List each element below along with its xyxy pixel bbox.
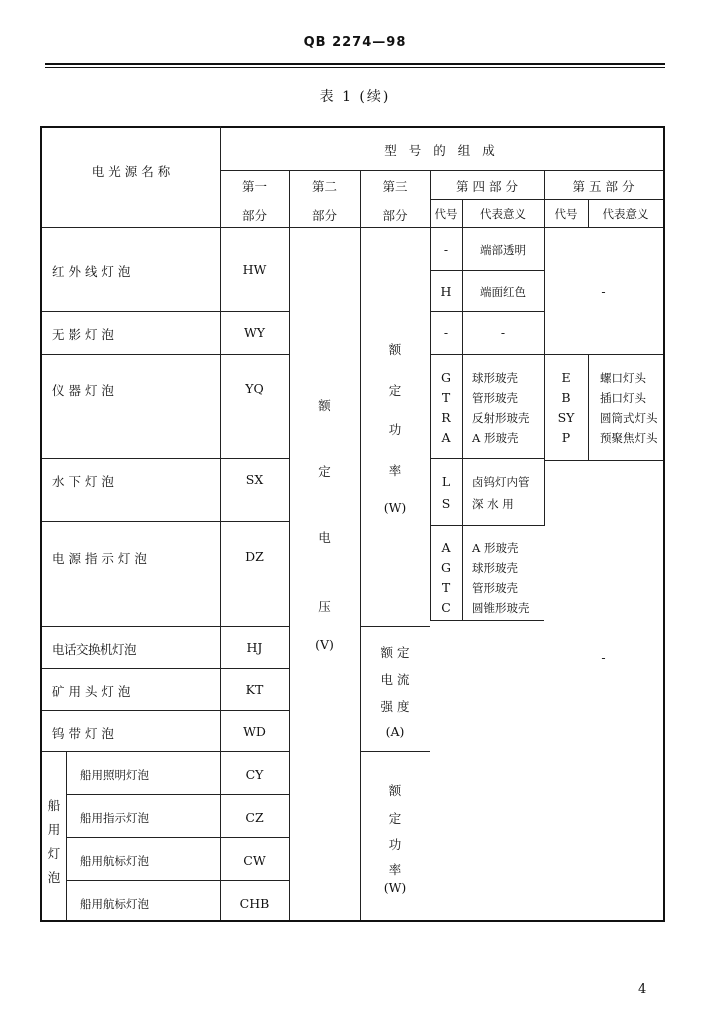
ship-row-code: CZ: [245, 810, 264, 825]
part3-unit: (W): [383, 500, 407, 515]
part3-current-line: 强 度: [380, 699, 410, 714]
p5-code: SY: [557, 410, 575, 425]
part4-line: [430, 620, 544, 621]
p4-code: S: [441, 496, 451, 511]
row-line: [66, 837, 290, 838]
row-name: 仪 器 灯 泡: [52, 383, 114, 398]
part3-char: 定: [388, 383, 402, 398]
divider-part4-code: [462, 199, 463, 620]
row-code: YQ: [245, 381, 264, 396]
part3-char: 率: [388, 862, 402, 877]
part3-char: 率: [388, 463, 402, 478]
part3-current-line: 电 流: [380, 672, 410, 687]
p4-code: L: [441, 474, 451, 489]
ship-row-name: 船用航标灯泡: [80, 854, 149, 868]
p4-meaning: 圆锥形玻壳: [472, 601, 530, 615]
part2-char: 额: [318, 398, 331, 413]
part2-header-line2: 部分: [311, 208, 337, 223]
part3-char: 功: [388, 837, 402, 852]
ship-group-char: 用: [47, 822, 61, 837]
ship-group-divider: [66, 751, 67, 920]
row-code: DZ: [245, 549, 264, 564]
part5-line: [544, 354, 663, 355]
page-number: 4: [638, 982, 647, 997]
table-right-border: [663, 126, 665, 922]
p4-meaning: -: [500, 325, 506, 340]
part1-header-line1: 第一: [241, 179, 267, 194]
p4-code: C: [441, 600, 451, 615]
row-name: 电话交换机灯泡: [52, 642, 137, 657]
p5-dash: -: [601, 284, 606, 299]
row-line: [42, 354, 290, 355]
p4-meaning: 深 水 用: [472, 497, 514, 511]
table-top-border: [40, 126, 665, 128]
row-line: [42, 521, 290, 522]
part4-line: [430, 525, 544, 526]
part2-char: 定: [318, 464, 331, 479]
p4-code: H: [440, 284, 452, 299]
ship-group-char: 灯: [47, 846, 61, 861]
ship-row-code: CHB: [239, 896, 270, 911]
standard-code: QB 2274—98: [303, 35, 407, 50]
p4-meaning: 端部透明: [480, 243, 526, 257]
col-header-name: 电 光 源 名 称: [91, 164, 171, 179]
ship-row-code: CW: [243, 853, 266, 868]
ship-row-name: 船用照明灯泡: [80, 768, 149, 782]
row-name: 钨 带 灯 泡: [52, 726, 114, 741]
p4-code: R: [441, 410, 451, 425]
part4-code-header: 代号: [434, 207, 458, 221]
part2-char: 压: [318, 599, 331, 614]
row-line: [42, 751, 290, 752]
part4-line: [430, 311, 544, 312]
divider-name-col: [220, 126, 221, 920]
p4-meaning: A 形玻壳: [472, 431, 519, 445]
part4-header: 第 四 部 分: [456, 179, 518, 194]
p4-code: G: [441, 370, 451, 385]
p4-code: A: [441, 430, 451, 445]
part4-line: [430, 354, 544, 355]
part3-current-line: 额 定: [380, 645, 410, 660]
row-line: [66, 880, 290, 881]
row-name: 红 外 线 灯 泡: [52, 264, 131, 279]
part4-line: [430, 270, 544, 271]
part3-current-unit: (A): [385, 724, 405, 739]
p4-meaning: 管形玻壳: [472, 391, 518, 405]
part3-header-line2: 部分: [382, 208, 408, 223]
ship-row-name: 船用指示灯泡: [80, 811, 149, 825]
row-name: 矿 用 头 灯 泡: [52, 684, 131, 699]
p4-meaning: 球形玻壳: [472, 561, 518, 575]
p4-code: -: [443, 242, 449, 257]
row-name: 电 源 指 示 灯 泡: [52, 551, 147, 566]
row-code: WY: [243, 325, 266, 340]
p5-meaning: 圆筒式灯头: [600, 411, 658, 425]
table-bottom-border: [40, 920, 665, 922]
part3-char: 额: [388, 783, 402, 798]
row-name: 无 影 灯 泡: [52, 327, 114, 342]
p5-code: B: [561, 390, 571, 405]
row-line: [42, 458, 290, 459]
part5-code-header: 代号: [554, 207, 578, 221]
p4-code: A: [441, 540, 451, 555]
p4-code: T: [441, 390, 451, 405]
divider-header-bottom: [42, 227, 663, 228]
row-line: [42, 311, 290, 312]
row-code: WD: [243, 724, 266, 739]
row-line: [42, 626, 290, 627]
p4-code: G: [441, 560, 451, 575]
divider-part5-code: [588, 355, 589, 460]
ship-group-label: [42, 800, 66, 896]
row-code: HW: [242, 262, 267, 277]
p4-meaning: 反射形玻壳: [472, 411, 530, 425]
p5-code: P: [561, 430, 571, 445]
part3-line: [360, 751, 430, 752]
part3-unit: (W): [383, 880, 407, 895]
part1-header-line2: 部分: [241, 208, 267, 223]
part3-char: 额: [388, 342, 402, 357]
p5-meaning: 插口灯头: [600, 391, 646, 405]
row-line: [42, 668, 290, 669]
ship-group-char: 船: [47, 798, 61, 813]
part3-line: [360, 626, 430, 627]
part2-char: 电: [318, 530, 331, 545]
part3-char: 功: [388, 422, 402, 437]
row-code: KT: [245, 682, 264, 697]
divider-part-header: [430, 199, 663, 200]
part2-unit: (V): [315, 637, 334, 652]
p4-meaning: 卤钨灯内管: [472, 475, 530, 489]
col-header-group: 型 号 的 组 成: [384, 143, 499, 158]
ship-row-code: CY: [245, 767, 264, 782]
p5-dash: -: [601, 650, 606, 665]
p5-code: E: [561, 370, 571, 385]
p4-meaning: 管形玻壳: [472, 581, 518, 595]
p5-meaning: 螺口灯头: [600, 371, 646, 385]
p4-code: T: [441, 580, 451, 595]
ship-row-name: 船用航标灯泡: [80, 897, 149, 911]
part4-line: [430, 458, 544, 459]
row-line: [66, 794, 290, 795]
row-code: HJ: [246, 640, 263, 655]
divider-group-header: [220, 170, 663, 171]
p5-meaning: 预聚焦灯头: [600, 431, 658, 445]
divider-part5: [544, 170, 545, 526]
p4-meaning: 球形玻壳: [472, 371, 518, 385]
part3-char: 定: [388, 811, 402, 826]
p4-meaning: A 形玻壳: [472, 541, 519, 555]
divider-part2: [360, 170, 361, 920]
p4-code: -: [443, 325, 449, 340]
part2-header-line1: 第二: [311, 179, 337, 194]
part5-line: [544, 460, 663, 461]
part4-meaning-header: 代表意义: [480, 207, 526, 221]
row-name: 水 下 灯 泡: [52, 474, 114, 489]
row-line: [42, 710, 290, 711]
part5-meaning-header: 代表意义: [602, 207, 649, 221]
table-caption: 表 1 (续): [319, 89, 391, 105]
ship-group-char: 泡: [47, 870, 61, 885]
p4-meaning: 端面红色: [480, 285, 526, 299]
row-code: SX: [245, 472, 264, 487]
part3-header-line1: 第三: [382, 179, 408, 194]
part5-header: 第 五 部 分: [572, 179, 635, 194]
